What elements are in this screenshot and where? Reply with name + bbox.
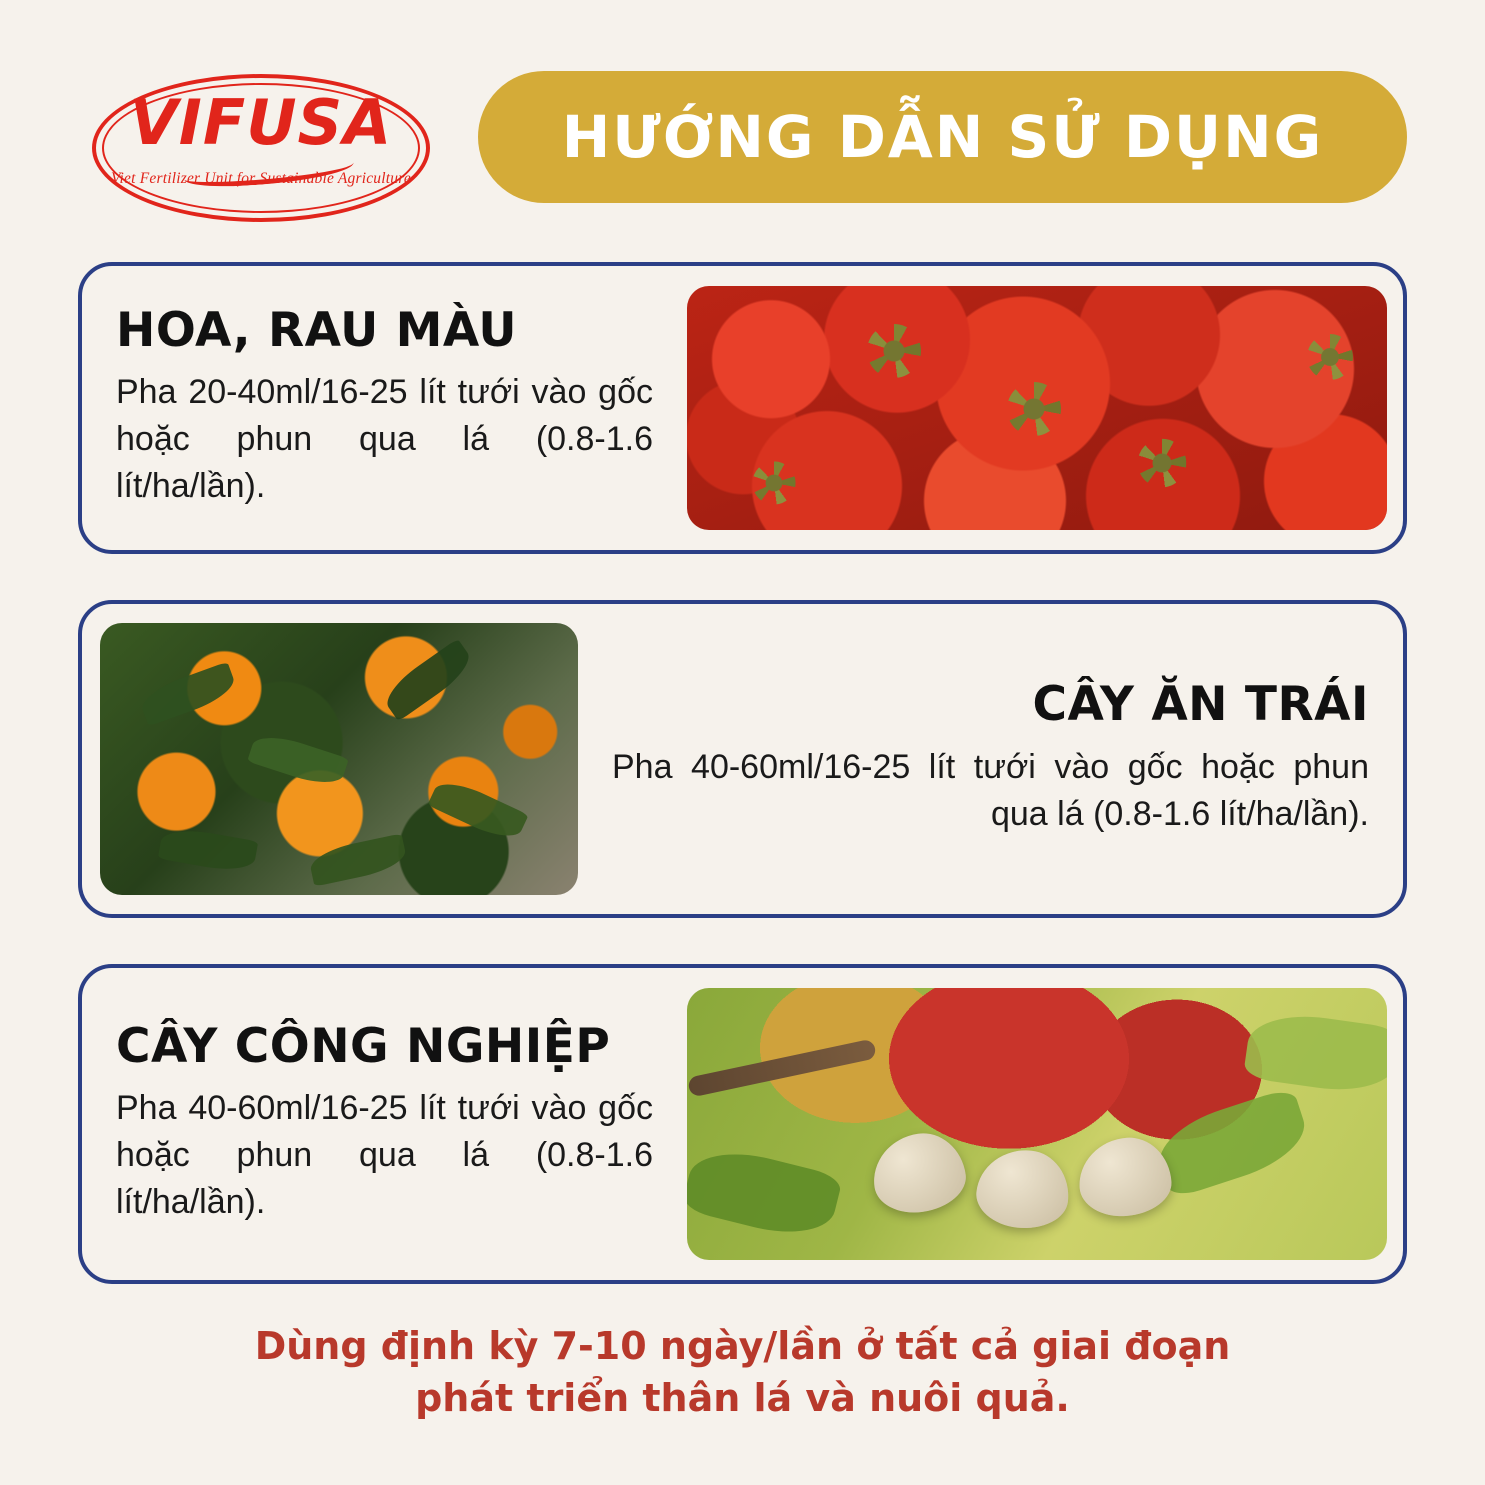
footer-note	[78, 1320, 1407, 1425]
card-heading: HOA, RAU MÀU	[116, 302, 518, 358]
footer-line-1: Dùng định kỳ 7-10 ngày/lần ở tất cả giai đoạn	[254, 1324, 1231, 1368]
tomato-stem-icon	[1307, 334, 1353, 380]
title-banner	[478, 71, 1407, 203]
usage-card-industrial-crops	[78, 964, 1407, 1284]
card-text-block	[82, 1018, 687, 1226]
card-body: Pha 20-40ml/16-25 lít tưới vào gốc hoặc phun qua lá (0.8-1.6 lít/ha/lần).	[116, 373, 653, 506]
orange-tree-photo	[100, 623, 578, 895]
cashew-photo	[687, 988, 1387, 1260]
tomato-stem-icon	[1007, 382, 1061, 436]
header	[78, 62, 1407, 212]
card-heading: CÂY CÔNG NGHIỆP	[116, 1018, 611, 1074]
vifusa-logo	[78, 62, 438, 212]
card-text-block	[82, 302, 687, 510]
usage-card-flowers-vegetables	[78, 262, 1407, 554]
usage-card-fruit-trees	[78, 600, 1407, 918]
logo-wordmark: VIFUSA	[129, 86, 393, 159]
card-body: Pha 40-60ml/16-25 lít tưới vào gốc hoặc phun qua lá (0.8-1.6 lít/ha/lần).	[116, 1089, 653, 1222]
tomato-stem-icon	[867, 324, 921, 378]
page-title: HƯỚNG DẪN SỬ DỤNG	[561, 103, 1324, 171]
card-body: Pha 40-60ml/16-25 lít tưới vào gốc hoặc phun qua lá (0.8-1.6 lít/ha/lần).	[612, 747, 1369, 833]
tomatoes-photo	[687, 286, 1387, 530]
tomato-stem-icon	[1138, 439, 1187, 488]
card-heading: CÂY ĂN TRÁI	[1032, 677, 1369, 733]
tomato-stem-icon	[752, 461, 795, 504]
logo-tagline: Viet Fertilizer Unit for Sustainable Agriculture	[111, 170, 411, 187]
card-text-block	[578, 677, 1403, 837]
footer-line-2: phát triển thân lá và nuôi quả.	[415, 1376, 1070, 1421]
